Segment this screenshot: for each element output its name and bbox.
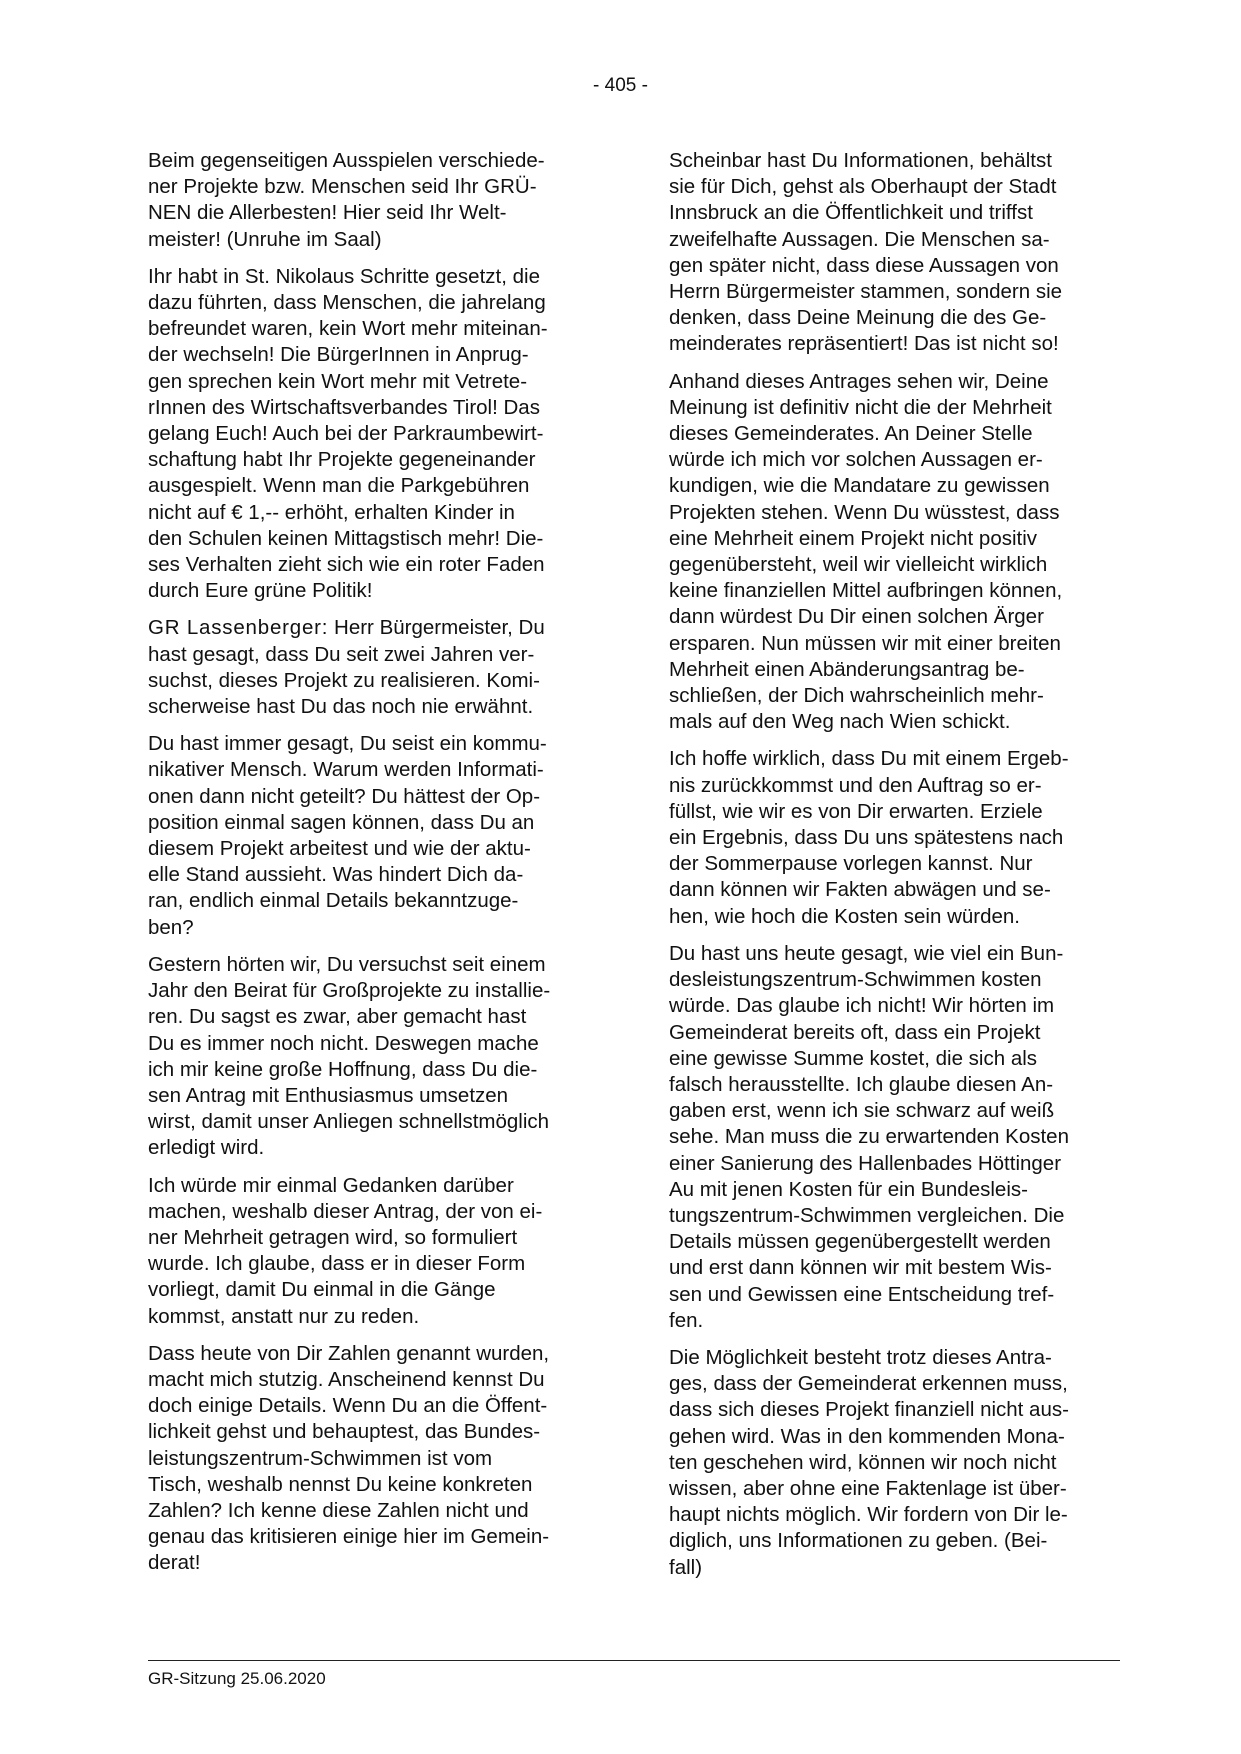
- paragraph-line: ten geschehen wird, können wir noch nicht: [669, 1450, 1057, 1474]
- paragraph-line: wirst, damit unser Anliegen schnellstmöglich: [148, 1110, 550, 1134]
- paragraph-line: durch Eure grüne Politik!: [148, 579, 373, 603]
- paragraph-line: nicht auf € 1,-- erhöht, erhalten Kinder in: [148, 500, 515, 524]
- paragraph-line: sen und Gewissen eine Entscheidung tref-: [669, 1282, 1055, 1306]
- paragraph-line: kommst, anstatt nur zu reden.: [148, 1304, 420, 1328]
- paragraph-line: fen.: [669, 1308, 704, 1332]
- paragraph-line: Gemeinderat bereits oft, dass ein Projekt: [669, 1020, 1041, 1044]
- paragraph-line: ich mir keine große Hoffnung, dass Du die-: [148, 1057, 538, 1081]
- paragraph: [669, 369, 1119, 736]
- paragraph-line: ses Verhalten zieht sich wie ein roter Faden: [148, 553, 545, 577]
- paragraph-line: gegenübersteht, weil wir vielleicht wirklich: [669, 553, 1048, 577]
- paragraph-line: Ich würde mir einmal Gedanken darüber: [148, 1173, 514, 1197]
- paragraph-line: position einmal sagen können, dass Du an: [148, 810, 535, 834]
- paragraph-line: genau das kritisieren einige hier im Gemein-: [148, 1525, 550, 1549]
- paragraph-line: elle Stand aussieht. Was hindert Dich da-: [148, 863, 524, 887]
- footer-rule: [148, 1660, 1120, 1661]
- paragraph-line: schließen, der Dich wahrscheinlich mehr-: [669, 684, 1044, 708]
- paragraph-line: leistungszentrum-Schwimmen ist vom: [148, 1446, 493, 1470]
- paragraph-line: Gestern hörten wir, Du versuchst seit einem: [148, 952, 546, 976]
- right-column: [669, 148, 1119, 1592]
- paragraph-line: machen, weshalb dieser Antrag, der von ei-: [148, 1199, 543, 1223]
- paragraph: [148, 1341, 598, 1577]
- paragraph-line: Scheinbar hast Du Informationen, behältst: [669, 149, 1052, 172]
- paragraph-line: hen, wie hoch die Kosten sein würden.: [669, 904, 1021, 928]
- paragraph-line: Jahr den Beirat für Großprojekte zu installie-: [148, 979, 551, 1003]
- footer-text: GR-Sitzung 25.06.2020: [148, 1669, 326, 1688]
- paragraph-line: Herrn Bürgermeister stammen, sondern sie: [669, 280, 1063, 304]
- paragraph-line: Du hast uns heute gesagt, wie viel ein Bun-: [669, 941, 1064, 965]
- paragraph-line: haupt nichts möglich. Wir fordern von Dir le-: [669, 1503, 1068, 1527]
- paragraph: [669, 148, 1119, 358]
- paragraph-line: ein Ergebnis, dass Du uns spätestens nach: [669, 826, 1064, 850]
- paragraph-line: rInnen des Wirtschaftsverbandes Tirol! Das: [148, 395, 540, 419]
- paragraph-line: wurde. Ich glaube, dass er in dieser Form: [148, 1252, 526, 1276]
- paragraph-line: Du hast immer gesagt, Du seist ein kommu-: [148, 732, 547, 756]
- paragraph: [669, 941, 1119, 1334]
- paragraph-line: dass sich dieses Projekt finanziell nicht aus-: [669, 1398, 1069, 1422]
- page-number: - 405 -: [593, 75, 648, 96]
- paragraph-line: gehen wird. Was in den kommenden Mona-: [669, 1424, 1065, 1448]
- paragraph: [148, 615, 598, 720]
- paragraph-line: meinderates repräsentiert! Das ist nicht so!: [669, 332, 1059, 356]
- paragraph: [148, 952, 598, 1162]
- paragraph-line: macht mich stutzig. Anscheinend kennst Du: [148, 1367, 545, 1391]
- paragraph-line: ersparen. Nun müssen wir mit einer breiten: [669, 631, 1061, 655]
- paragraph-line: dazu führten, dass Menschen, die jahrelang: [148, 291, 546, 315]
- paragraph-line: meister! (Unruhe im Saal): [148, 227, 382, 251]
- paragraph-line: desleistungszentrum-Schwimmen kosten: [669, 968, 1042, 992]
- paragraph-line: Herr Bürgermeister, Du: [328, 616, 545, 640]
- paragraph-line: den Schulen keinen Mittagstisch mehr! Die-: [148, 526, 544, 550]
- paragraph-line: diglich, uns Informationen zu geben. (Bei-: [669, 1529, 1048, 1553]
- paragraph-line: Ihr habt in St. Nikolaus Schritte gesetzt, die: [148, 264, 540, 288]
- paragraph-line: eine Mehrheit einem Projekt nicht positiv: [669, 526, 1038, 550]
- paragraph: [148, 1173, 598, 1330]
- paragraph-line: wissen, aber ohne eine Faktenlage ist über-: [669, 1476, 1067, 1500]
- paragraph-line: derat!: [148, 1551, 201, 1575]
- paragraph-line: füllst, wie wir es von Dir erwarten. Erziele: [669, 799, 1043, 823]
- paragraph-line: Details müssen gegenübergestellt werden: [669, 1230, 1051, 1254]
- paragraph-line: vorliegt, damit Du einmal in die Gänge: [148, 1278, 496, 1302]
- paragraph-line: nikativer Mensch. Warum werden Informati-: [148, 758, 544, 782]
- paragraph-line: ren. Du sagst es zwar, aber gemacht hast: [148, 1005, 527, 1029]
- paragraph-line: Zahlen? Ich kenne diese Zahlen nicht und: [148, 1498, 529, 1522]
- paragraph: [148, 731, 598, 941]
- paragraph-line: Ich hoffe wirklich, dass Du mit einem Ergeb-: [669, 747, 1069, 771]
- paragraph-line: und erst dann können wir mit bestem Wis-: [669, 1256, 1052, 1280]
- paragraph-line: dann können wir Fakten abwägen und se-: [669, 878, 1051, 902]
- paragraph-line: keine finanziellen Mittel aufbringen können,: [669, 579, 1063, 603]
- paragraph-line: einer Sanierung des Hallenbades Höttinger: [669, 1151, 1062, 1175]
- paragraph-line: dann würdest Du Dir einen solchen Ärger: [669, 605, 1044, 629]
- paragraph-line: erledigt wird.: [148, 1136, 265, 1160]
- paragraph-line: Au mit jenen Kosten für ein Bundesleis-: [669, 1177, 1028, 1201]
- paragraph-line: ges, dass der Gemeinderat erkennen muss,: [669, 1372, 1068, 1396]
- paragraph-line: Du es immer noch nicht. Deswegen mache: [148, 1031, 539, 1055]
- paragraph-line: gen später nicht, dass diese Aussagen von: [669, 253, 1059, 277]
- paragraph-line: suchst, dieses Projekt zu realisieren. Komi-: [148, 668, 540, 692]
- paragraph-line: ner Mehrheit getragen wird, so formuliert: [148, 1225, 518, 1249]
- paragraph-line: der wechseln! Die BürgerInnen in Anprug-: [148, 343, 529, 367]
- paragraph-line: kundigen, wie die Mandatare zu gewissen: [669, 474, 1050, 498]
- paragraph-line: scherweise hast Du das noch nie erwähnt.: [148, 695, 534, 719]
- paragraph-line: ausgespielt. Wenn man die Parkgebühren: [148, 474, 530, 498]
- speaker-name: GR Lassenberger:: [148, 616, 329, 640]
- paragraph: [148, 148, 598, 253]
- paragraph: [669, 746, 1119, 929]
- paragraph: [669, 1345, 1119, 1581]
- paragraph-line: Beim gegenseitigen Ausspielen verschiede-: [148, 149, 545, 172]
- paragraph-line: Mehrheit einen Abänderungsantrag be-: [669, 657, 1025, 681]
- paragraph-line: diesem Projekt arbeitest und wie der aktu-: [148, 837, 531, 861]
- paragraph-line: würde ich mich vor solchen Aussagen er-: [669, 448, 1043, 472]
- left-column: [148, 148, 598, 1588]
- paragraph-line: nis zurückkommst und den Auftrag so er-: [669, 773, 1042, 797]
- paragraph-line: Die Möglichkeit besteht trotz dieses Antra-: [669, 1345, 1052, 1369]
- paragraph-line: NEN die Allerbesten! Hier seid Ihr Welt-: [148, 201, 507, 225]
- paragraph-line: denken, dass Deine Meinung die des Ge-: [669, 306, 1047, 330]
- paragraph-line: Anhand dieses Antrages sehen wir, Deine: [669, 369, 1049, 393]
- paragraph-line: ran, endlich einmal Details bekanntzuge-: [148, 889, 519, 913]
- paragraph-line: fall): [669, 1555, 703, 1579]
- paragraph-line: der Sommerpause vorlegen kannst. Nur: [669, 852, 1033, 876]
- paragraph-line: Meinung ist definitiv nicht die der Mehrheit: [669, 395, 1052, 419]
- paragraph-line: tungszentrum-Schwimmen vergleichen. Die: [669, 1203, 1065, 1227]
- paragraph-line: falsch herausstellte. Ich glaube diesen An-: [669, 1072, 1054, 1096]
- paragraph-line: gen sprechen kein Wort mehr mit Vetrete-: [148, 369, 528, 393]
- paragraph-line: Tisch, weshalb nennst Du keine konkreten: [148, 1472, 533, 1496]
- paragraph-line: Projekten stehen. Wenn Du wüsstest, dass: [669, 500, 1060, 524]
- paragraph-line: gaben erst, wenn ich sie schwarz auf weiß: [669, 1099, 1055, 1123]
- paragraph-line: onen dann nicht geteilt? Du hättest der Op-: [148, 784, 541, 808]
- paragraph-line: sehe. Man muss die zu erwartenden Kosten: [669, 1125, 1069, 1149]
- paragraph-line: mals auf den Weg nach Wien schickt.: [669, 710, 1011, 734]
- paragraph-line: ner Projekte bzw. Menschen seid Ihr GRÜ-: [148, 175, 537, 199]
- paragraph-line: eine gewisse Summe kostet, die sich als: [669, 1046, 1038, 1070]
- paragraph-line: Dass heute von Dir Zahlen genannt wurden,: [148, 1341, 550, 1365]
- paragraph-line: lichkeit gehst und behauptest, das Bundes-: [148, 1420, 541, 1444]
- paragraph-line: würde. Das glaube ich nicht! Wir hörten im: [669, 994, 1055, 1018]
- paragraph-line: befreundet waren, kein Wort mehr miteinan-: [148, 317, 548, 341]
- paragraph-line: hast gesagt, dass Du seit zwei Jahren ver-: [148, 642, 535, 666]
- paragraph-line: sie für Dich, gehst als Oberhaupt der Stadt: [669, 175, 1057, 199]
- paragraph-line: Innsbruck an die Öffentlichkeit und triffst: [669, 201, 1033, 225]
- paragraph-line: schaftung habt Ihr Projekte gegeneinander: [148, 448, 536, 472]
- paragraph-line: gelang Euch! Auch bei der Parkraumbewirt-: [148, 422, 544, 446]
- paragraph-line: sen Antrag mit Enthusiasmus umsetzen: [148, 1083, 509, 1107]
- paragraph: [148, 264, 598, 605]
- paragraph-line: zweifelhafte Aussagen. Die Menschen sa-: [669, 227, 1050, 251]
- paragraph-line: dieses Gemeinderates. An Deiner Stelle: [669, 422, 1033, 446]
- paragraph-line: ben?: [148, 915, 194, 939]
- paragraph-line: doch einige Details. Wenn Du an die Öffent-: [148, 1394, 548, 1418]
